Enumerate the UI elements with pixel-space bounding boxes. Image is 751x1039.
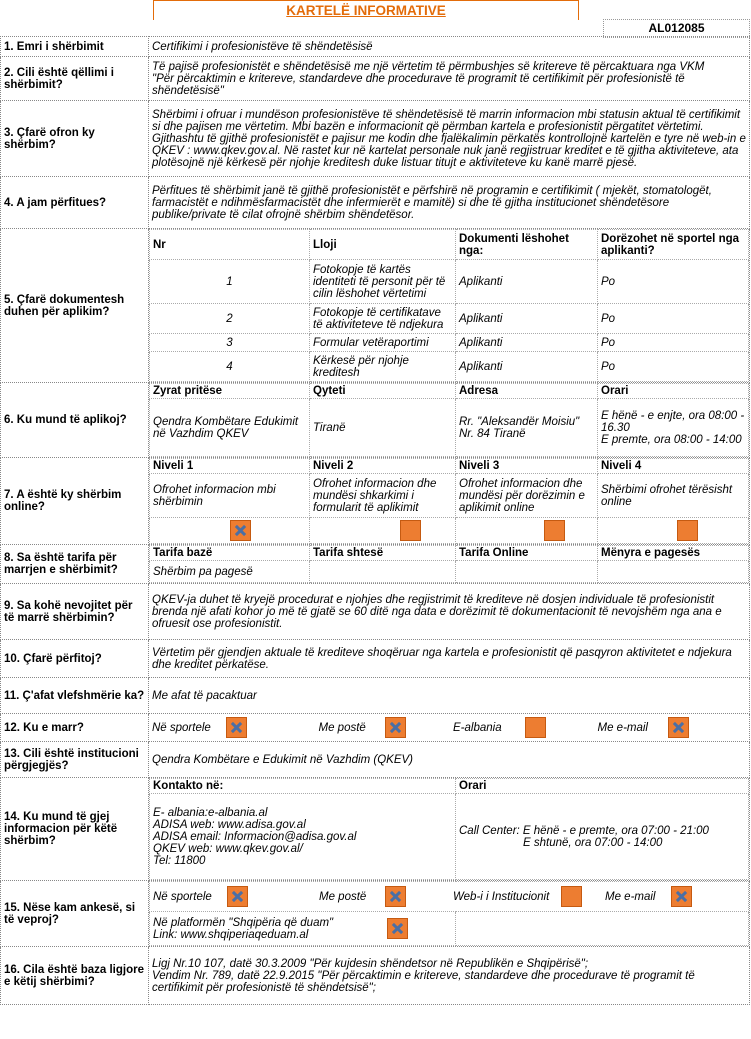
offices-header: Adresa bbox=[456, 384, 598, 399]
call-center-hours-b: E shtunë, ora 07:00 - 14:00 bbox=[523, 836, 663, 849]
pickup-ealbania-checkbox[interactable] bbox=[525, 717, 546, 738]
q3-label: 3. Çfarë ofron ky shërbim? bbox=[1, 101, 149, 177]
legal-basis-line: Ligj Nr.10 107, datë 30.3.2009 "Për kujdesin shëndetsor në Republikën e Shqipërisë"; bbox=[152, 957, 589, 970]
complaint-option-label: Me postë bbox=[319, 890, 367, 903]
doc-nr: 3 bbox=[150, 334, 310, 352]
office-hours bbox=[598, 399, 749, 457]
contact-hours-header: Orari bbox=[456, 779, 749, 794]
q2-label: 2. Cili është qëllimi i shërbimit? bbox=[1, 57, 149, 101]
info-table bbox=[0, 36, 750, 1005]
q15-label: 15. Nëse kam ankesë, si të veproj? bbox=[1, 881, 149, 947]
level-desc: Ofrohet informacion dhe mundësi për dorëzimin e aplikimit online bbox=[456, 474, 598, 518]
complaint-table bbox=[149, 881, 749, 946]
complaint-option-label: Në sportele bbox=[153, 890, 212, 903]
pickup-option-label: Në sportele bbox=[152, 721, 211, 734]
level-name: Niveli 3 bbox=[456, 459, 598, 474]
offices-header: Qyteti bbox=[310, 384, 456, 399]
q12-label: 12. Ku e marr? bbox=[1, 714, 149, 742]
page-title: KARTELË INFORMATIVE bbox=[153, 0, 579, 20]
table-row bbox=[150, 352, 749, 382]
platform-name: Në platformën "Shqipëria që duam" bbox=[153, 916, 334, 929]
complaint-option-label: Web-i i Institucionit bbox=[453, 890, 550, 903]
q4-answer: Përfitues të shërbimit janë të gjithë profesionistët e përfshirë në programin e certifikimit ( mjekët, stomatologët, farmacistët e ndihmësfarmacistët dhe infermierët e mamitë) si dhe të gjitha institucionet shëndetësore publike/private të cilat ofrojnë shërbim shëndetësor. bbox=[149, 177, 750, 229]
q11-label: 11. Ç'afat vlefshmërie ka? bbox=[1, 678, 149, 714]
q14-label: 14. Ku mund të gjej informacion për këtë shërbim? bbox=[1, 778, 149, 881]
doc-type: Kërkesë për njohje kreditesh bbox=[310, 352, 456, 382]
q4-label: 4. A jam përfitues? bbox=[1, 177, 149, 229]
documents-header: Lloji bbox=[310, 230, 456, 260]
doc-submitted: Po bbox=[598, 334, 749, 352]
q8-label: 8. Sa është tarifa për marrjen e shërbimit? bbox=[1, 545, 149, 584]
contact-item: ADISA web: www.adisa.gov.al bbox=[153, 818, 306, 831]
q2-answer-b: "Për përcaktimin e kritereve, standardeve dhe procedurave të programit të certifikimit për profesionistë të shëndetësisë" bbox=[152, 72, 685, 97]
offices-header: Zyrat pritëse bbox=[150, 384, 310, 399]
level-2-checkbox[interactable] bbox=[400, 520, 421, 541]
contact-item: Tel: 11800 bbox=[153, 854, 206, 867]
q2-answer-a: Të pajisë profesionistët e shëndetësisë me një vërtetim të përmbushjes së kritereve të përcaktuara nga VKM bbox=[152, 60, 705, 73]
office-city: Tiranë bbox=[310, 399, 456, 457]
q11-answer: Me afat të pacaktuar bbox=[149, 678, 750, 714]
documents-table bbox=[149, 229, 749, 382]
office-hours-b: E premte, ora 08:00 - 14:00 bbox=[601, 433, 742, 446]
doc-type: Fotokopje të certifikatave të aktiviteteve të ndjekura bbox=[310, 304, 456, 334]
q10-label: 10. Çfarë përfitoj? bbox=[1, 640, 149, 678]
platform-checkbox[interactable] bbox=[387, 918, 408, 939]
q2-answer bbox=[149, 57, 750, 101]
level-name: Niveli 2 bbox=[310, 459, 456, 474]
pickup-option-label: E-albania bbox=[453, 721, 502, 734]
contact-header: Kontakto në: bbox=[150, 779, 456, 794]
pickup-option-label: Me postë bbox=[318, 721, 366, 734]
doc-nr: 4 bbox=[150, 352, 310, 382]
pickup-post-checkbox[interactable] bbox=[385, 717, 406, 738]
documents-header: Dokumenti lëshohet nga: bbox=[456, 230, 598, 260]
q10-answer: Vërtetim për gjendjen aktuale të krediteve shoqëruar nga kartela e profesionistit që pasqyron aktivitetet e ndjekura dhe kreditet përkatëse. bbox=[149, 640, 750, 678]
doc-submitted: Po bbox=[598, 260, 749, 304]
fees-table bbox=[149, 545, 749, 583]
q13-answer: Qendra Kombëtare e Edukimit në Vazhdim (QKEV) bbox=[149, 742, 750, 778]
level-3-checkbox[interactable] bbox=[544, 520, 565, 541]
level-desc: Ofrohet informacion mbi shërbimin bbox=[150, 474, 310, 518]
complaint-option-label: Me e-mail bbox=[605, 890, 656, 903]
q7-label: 7. A është ky shërbim online? bbox=[1, 458, 149, 545]
doc-type: Formular vetëraportimi bbox=[310, 334, 456, 352]
table-row bbox=[150, 260, 749, 304]
doc-type: Fotokopje të kartës identiteti të personit për të cilin lëshohet vërtetimi bbox=[310, 260, 456, 304]
online-levels-table bbox=[149, 458, 749, 544]
contact-item: ADISA email: Informacion@adisa.gov.al bbox=[153, 830, 357, 843]
complaint-web-checkbox[interactable] bbox=[561, 886, 582, 907]
pickup-email-checkbox[interactable] bbox=[668, 717, 689, 738]
table-row bbox=[150, 334, 749, 352]
legal-basis-line: Vendim Nr. 789, datë 22.9.2015 "Për përcaktimin e kritereve, standardeve dhe procedurave të programit të certifikimit për profesionistë të shëndetsisë"; bbox=[152, 969, 695, 994]
level-desc: Shërbimi ofrohet tërësisht online bbox=[598, 474, 749, 518]
q16-answer bbox=[149, 947, 750, 1005]
q1-answer: Certifikimi i profesionistëve të shëndetësisë bbox=[149, 37, 750, 57]
doc-issuer: Aplikanti bbox=[456, 304, 598, 334]
contact-item: E- albania:e-albania.al bbox=[153, 806, 268, 819]
level-1-checkbox[interactable] bbox=[230, 520, 251, 541]
complaint-email-checkbox[interactable] bbox=[671, 886, 692, 907]
pickup-option-label: Me e-mail bbox=[597, 721, 648, 734]
documents-header: Nr bbox=[150, 230, 310, 260]
call-center-hours-a: Call Center: E hënë - e premte, ora 07:00 - 21:00 bbox=[459, 824, 709, 837]
doc-submitted: Po bbox=[598, 352, 749, 382]
fee-base: Shërbim pa pagesë bbox=[150, 561, 310, 583]
q1-label: 1. Emri i shërbimit bbox=[1, 37, 149, 57]
office-address: Rr. "Aleksandër Moisiu" Nr. 84 Tiranë bbox=[456, 399, 598, 457]
complaint-counter-checkbox[interactable] bbox=[227, 886, 248, 907]
service-code: AL012085 bbox=[603, 19, 750, 38]
q9-label: 9. Sa kohë nevojitet për të marrë shërbimin? bbox=[1, 584, 149, 640]
offices-table bbox=[149, 383, 749, 457]
q3-answer: Shërbimi i ofruar i mundëson profesionistëve të shëndetësisë të marrin informacion mbi statusin aktual të certifikimit si dhe pajisen me vërtetim. Mbi bazën e informacionit që përmban kartela e profesionistit përgatitet vërtetimi. Gjithashtu të gjithë profesionistët e pajisur me kodin dhe fjalëkalimin përkatës kontrollojnë kartelën e tyre në web-in e QKEV : www.qkev.gov.al. Në rastet kur në kartelat personale nuk janë regjistruar kreditet e të gjitha aktiviteteve, ata plotësojnë një kërkesë për njohje kreditesh duke listuar titujt e aktiviteteve ku kanë marrë pjesë. bbox=[149, 101, 750, 177]
q9-answer: QKEV-ja duhet të kryejë procedurat e njohjes dhe regjistrimit të krediteve në dosjen individuale të profesionistit brenda një afati kohor jo më të gjatë se 60 ditë nga data e dorëzimit të dokumentacionit të nevojshëm nga ana e ofruesit ose profesionistit. bbox=[149, 584, 750, 640]
contact-list bbox=[150, 794, 456, 880]
q16-label: 16. Cila është baza ligjore e këtij shërbimi? bbox=[1, 947, 149, 1005]
fee-header: Tarifa bazë bbox=[150, 546, 310, 561]
q6-label: 6. Ku mund të aplikoj? bbox=[1, 383, 149, 458]
table-row bbox=[150, 304, 749, 334]
fee-header: Tarifa Online bbox=[456, 546, 598, 561]
fee-header: Tarifa shtesë bbox=[310, 546, 456, 561]
complaint-post-checkbox[interactable] bbox=[385, 886, 406, 907]
q13-label: 13. Cili është institucioni përgjegjës? bbox=[1, 742, 149, 778]
pickup-counter-checkbox[interactable] bbox=[226, 717, 247, 738]
doc-issuer: Aplikanti bbox=[456, 352, 598, 382]
office-name: Qendra Kombëtare Edukimit në Vazhdim QKEV bbox=[150, 399, 310, 457]
contact-table bbox=[149, 778, 749, 880]
level-name: Niveli 1 bbox=[150, 459, 310, 474]
doc-issuer: Aplikanti bbox=[456, 260, 598, 304]
office-hours-a: E hënë - e enjte, ora 08:00 - 16.30 bbox=[601, 409, 745, 434]
doc-nr: 2 bbox=[150, 304, 310, 334]
level-desc: Ofrohet informacion dhe mundësi shkarkimi i formularit të aplikimit bbox=[310, 474, 456, 518]
level-name: Niveli 4 bbox=[598, 459, 749, 474]
fee-header: Mënyra e pagesës bbox=[598, 546, 749, 561]
q5-label: 5. Çfarë dokumentesh duhen për aplikim? bbox=[1, 229, 149, 383]
doc-nr: 1 bbox=[150, 260, 310, 304]
level-4-checkbox[interactable] bbox=[677, 520, 698, 541]
documents-header: Dorëzohet në sportel nga aplikanti? bbox=[598, 230, 749, 260]
offices-header: Orari bbox=[598, 384, 749, 399]
contact-item: QKEV web: www.qkev.gov.al/ bbox=[153, 842, 303, 855]
platform-link[interactable]: Link: www.shqiperiaqeduam.al bbox=[153, 928, 309, 941]
call-center-hours bbox=[456, 794, 749, 880]
doc-submitted: Po bbox=[598, 304, 749, 334]
doc-issuer: Aplikanti bbox=[456, 334, 598, 352]
